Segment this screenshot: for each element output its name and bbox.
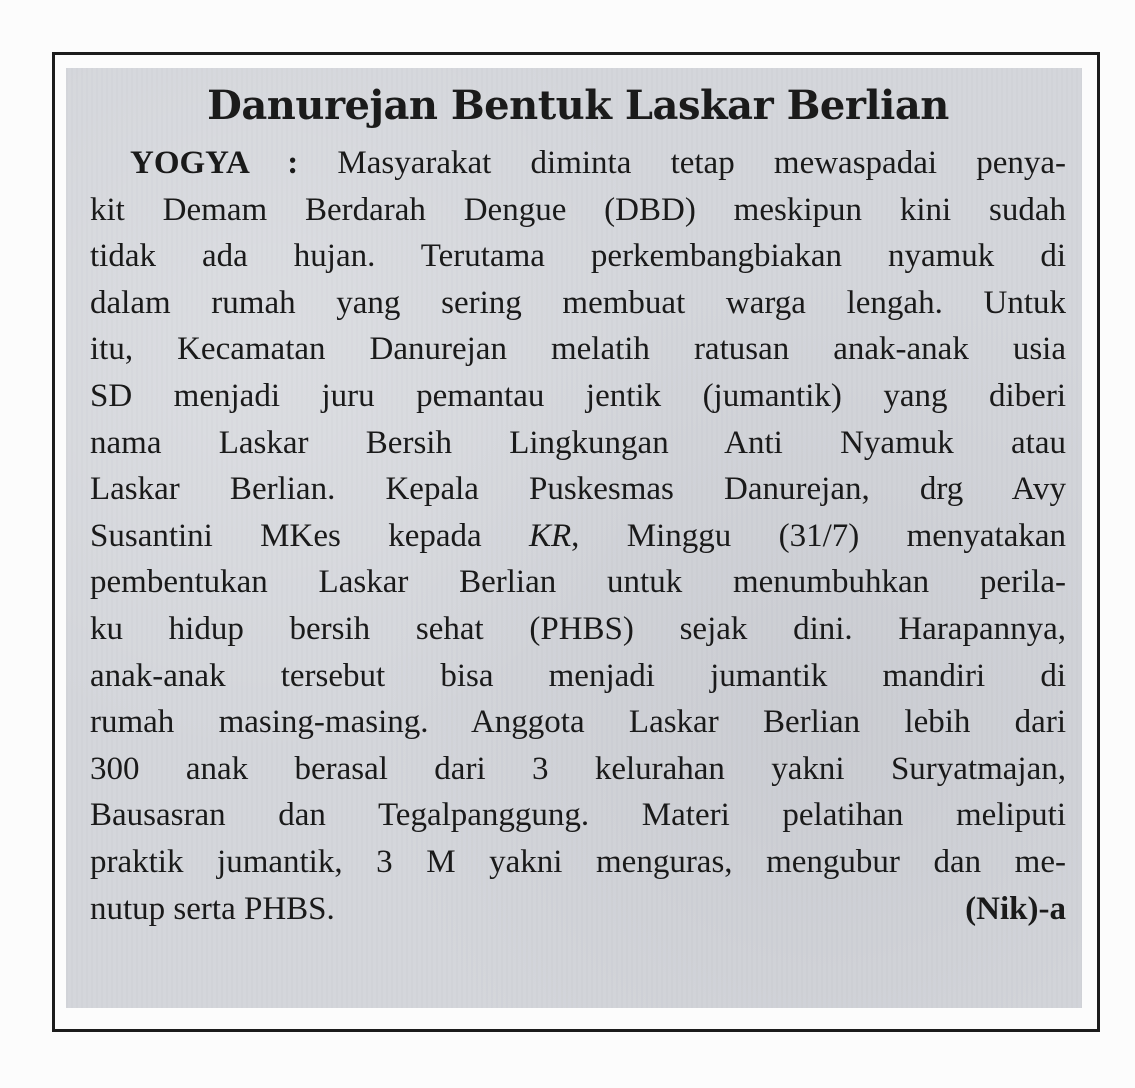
article-line — [90, 513, 1066, 560]
publication-name: KR — [528, 517, 572, 554]
article-line: ku hidup bersih sehat (PHBS) sejak dini. Harapannya, — [90, 610, 1066, 647]
article-headline: Danurejan Bentuk Laskar Berlian — [207, 82, 949, 129]
newspaper-clipping — [66, 68, 1082, 1008]
article-line: Bausasran dan Tegalpanggung. Materi pelatihan meliputi — [90, 797, 1066, 834]
article-line: nama Laskar Bersih Lingkungan Anti Nyamuk atau — [90, 424, 1066, 461]
article-line: Laskar Berlian. Kepala Puskesmas Danurejan, drg Avy — [90, 471, 1066, 508]
article-line: praktik jumantik, 3 M yakni menguras, mengubur dan me- — [90, 843, 1066, 880]
article-line: anak-anak tersebut bisa menjadi jumantik mandiri di — [90, 657, 1066, 694]
article-line: kit Demam Berdarah Dengue (DBD) meskipun kini sudah — [90, 191, 1066, 228]
article-line: tidak ada hujan. Terutama perkembangbiakan nyamuk di — [90, 238, 1066, 275]
article-body — [90, 140, 1066, 932]
article-line: pembentukan Laskar Berlian untuk menumbuhkan perila- — [90, 564, 1066, 601]
article-line-text: Susantini MKes kepada — [90, 517, 529, 554]
article-line: itu, Kecamatan Danurejan melatih ratusan anak-anak usia — [90, 331, 1066, 368]
article-line-text: , Minggu (31/7) menyatakan — [571, 517, 1066, 554]
article-line — [90, 886, 1066, 933]
article-line: dalam rumah yang sering membuat warga lengah. Untuk — [90, 284, 1066, 321]
article-line-text: Masyarakat diminta tetap mewaspadai penya- — [337, 145, 1067, 181]
article-line: SD menjadi juru pemantau jentik (jumantik) yang diberi — [90, 377, 1066, 414]
article-dateline: YOGYA : — [130, 145, 299, 181]
article-line: 300 anak berasal dari 3 kelurahan yakni Suryatmajan, — [90, 750, 1066, 787]
article-byline: (Nik)-a — [965, 890, 1066, 927]
article-line: rumah masing-masing. Anggota Laskar Berlian lebih dari — [90, 704, 1066, 741]
article-last-text: nutup serta PHBS. — [90, 890, 335, 927]
article-line — [90, 140, 1066, 187]
